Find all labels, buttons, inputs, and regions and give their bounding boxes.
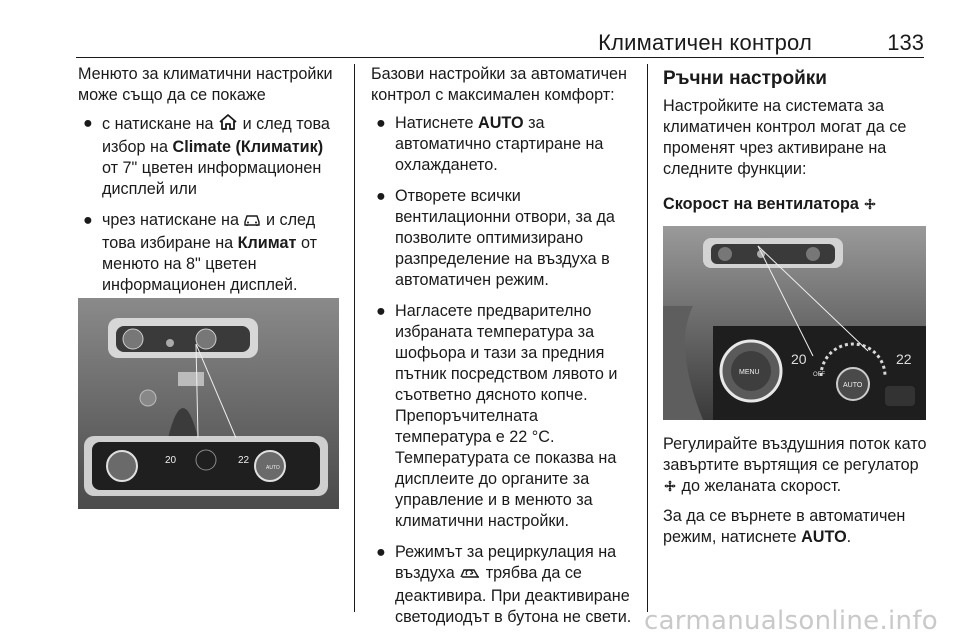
col2-bullet-1: ● Натиснете AUTO за автоматично стартиране на охлаждането. — [376, 114, 604, 174]
photo2-off-label: OFF — [813, 372, 825, 378]
photo2-right-temp: 22 — [896, 351, 912, 367]
photo1-left-temp: 20 — [165, 455, 177, 466]
fan-speed-heading: Скорост на вентилатора — [663, 194, 933, 217]
console-photo-auto — [78, 298, 339, 509]
photo1-right-temp: 22 — [238, 455, 250, 466]
col2-bullet-3: ● Нагласете предварително избраната температура за шофьора и тази за предния пътник посредством лявото и съответно дясното копче. Препоръчителната температура е 22 °C. Температурата се показва на дисплеите до органите за управление и в менюто за климатични настройки. — [376, 302, 618, 530]
home-icon — [218, 113, 238, 137]
photo2-left-temp: 20 — [791, 351, 807, 367]
col1-bullet-1: ● с натискане на и след това избор на Climate (Климатик) от 7" цветен информационен дисплей или — [83, 114, 330, 198]
col1-intro: Менюто за климатични настройки може също да се покаже — [78, 65, 333, 104]
recirculation-icon — [459, 565, 481, 586]
col2-bullet-4: ● Режимът за рециркулация на въздуха трябва да се деактивира. При деактивиране светодиодът в бутона не свети. — [376, 543, 632, 626]
col1-bullet-2: ● чрез натискане на и след това избиране на Климат от менюто на 8" цветен информационен дисплей. — [83, 211, 318, 294]
col3-heading: Ръчни настройки — [663, 68, 827, 89]
car-icon — [243, 212, 261, 233]
header-rule — [76, 57, 924, 58]
col2-bullet-2: ● Отворете всички вентилационни отвори, за да позволите оптимизирано разпределение на въздуха в автоматичен режим. — [376, 187, 615, 289]
fan-icon — [663, 478, 677, 499]
photo2-knob-center: AUTO — [843, 382, 863, 389]
column-divider-2 — [647, 64, 648, 612]
page-header — [0, 0, 960, 58]
page-number: 133 — [887, 30, 924, 55]
page-title: Климатичен контрол — [598, 30, 812, 55]
col3-paragraph-1: Регулирайте въздушния поток като завъртите въртящия се регулатор до желаната скорост. — [663, 434, 933, 499]
col2-intro: Базови настройки за автоматичен контрол с максимален комфорт: — [371, 65, 627, 104]
col3-paragraph-2: За да се върнете в автоматичен режим, натиснете AUTO. — [663, 507, 906, 546]
column-divider-1 — [354, 64, 355, 612]
photo1-knob-label: AUTO — [266, 465, 280, 471]
watermark: carmanualsonline.info — [643, 606, 938, 636]
fan-icon — [863, 196, 877, 217]
col3-intro: Настройките на системата за климатичен контрол могат да се променят чрез активиране на следните функции: — [663, 97, 907, 178]
console-photo-fan — [663, 226, 926, 420]
column-3 — [663, 64, 933, 227]
column-3-lower — [663, 434, 933, 555]
column-2 — [371, 64, 633, 638]
photo2-knob-left: MENU — [739, 369, 760, 376]
